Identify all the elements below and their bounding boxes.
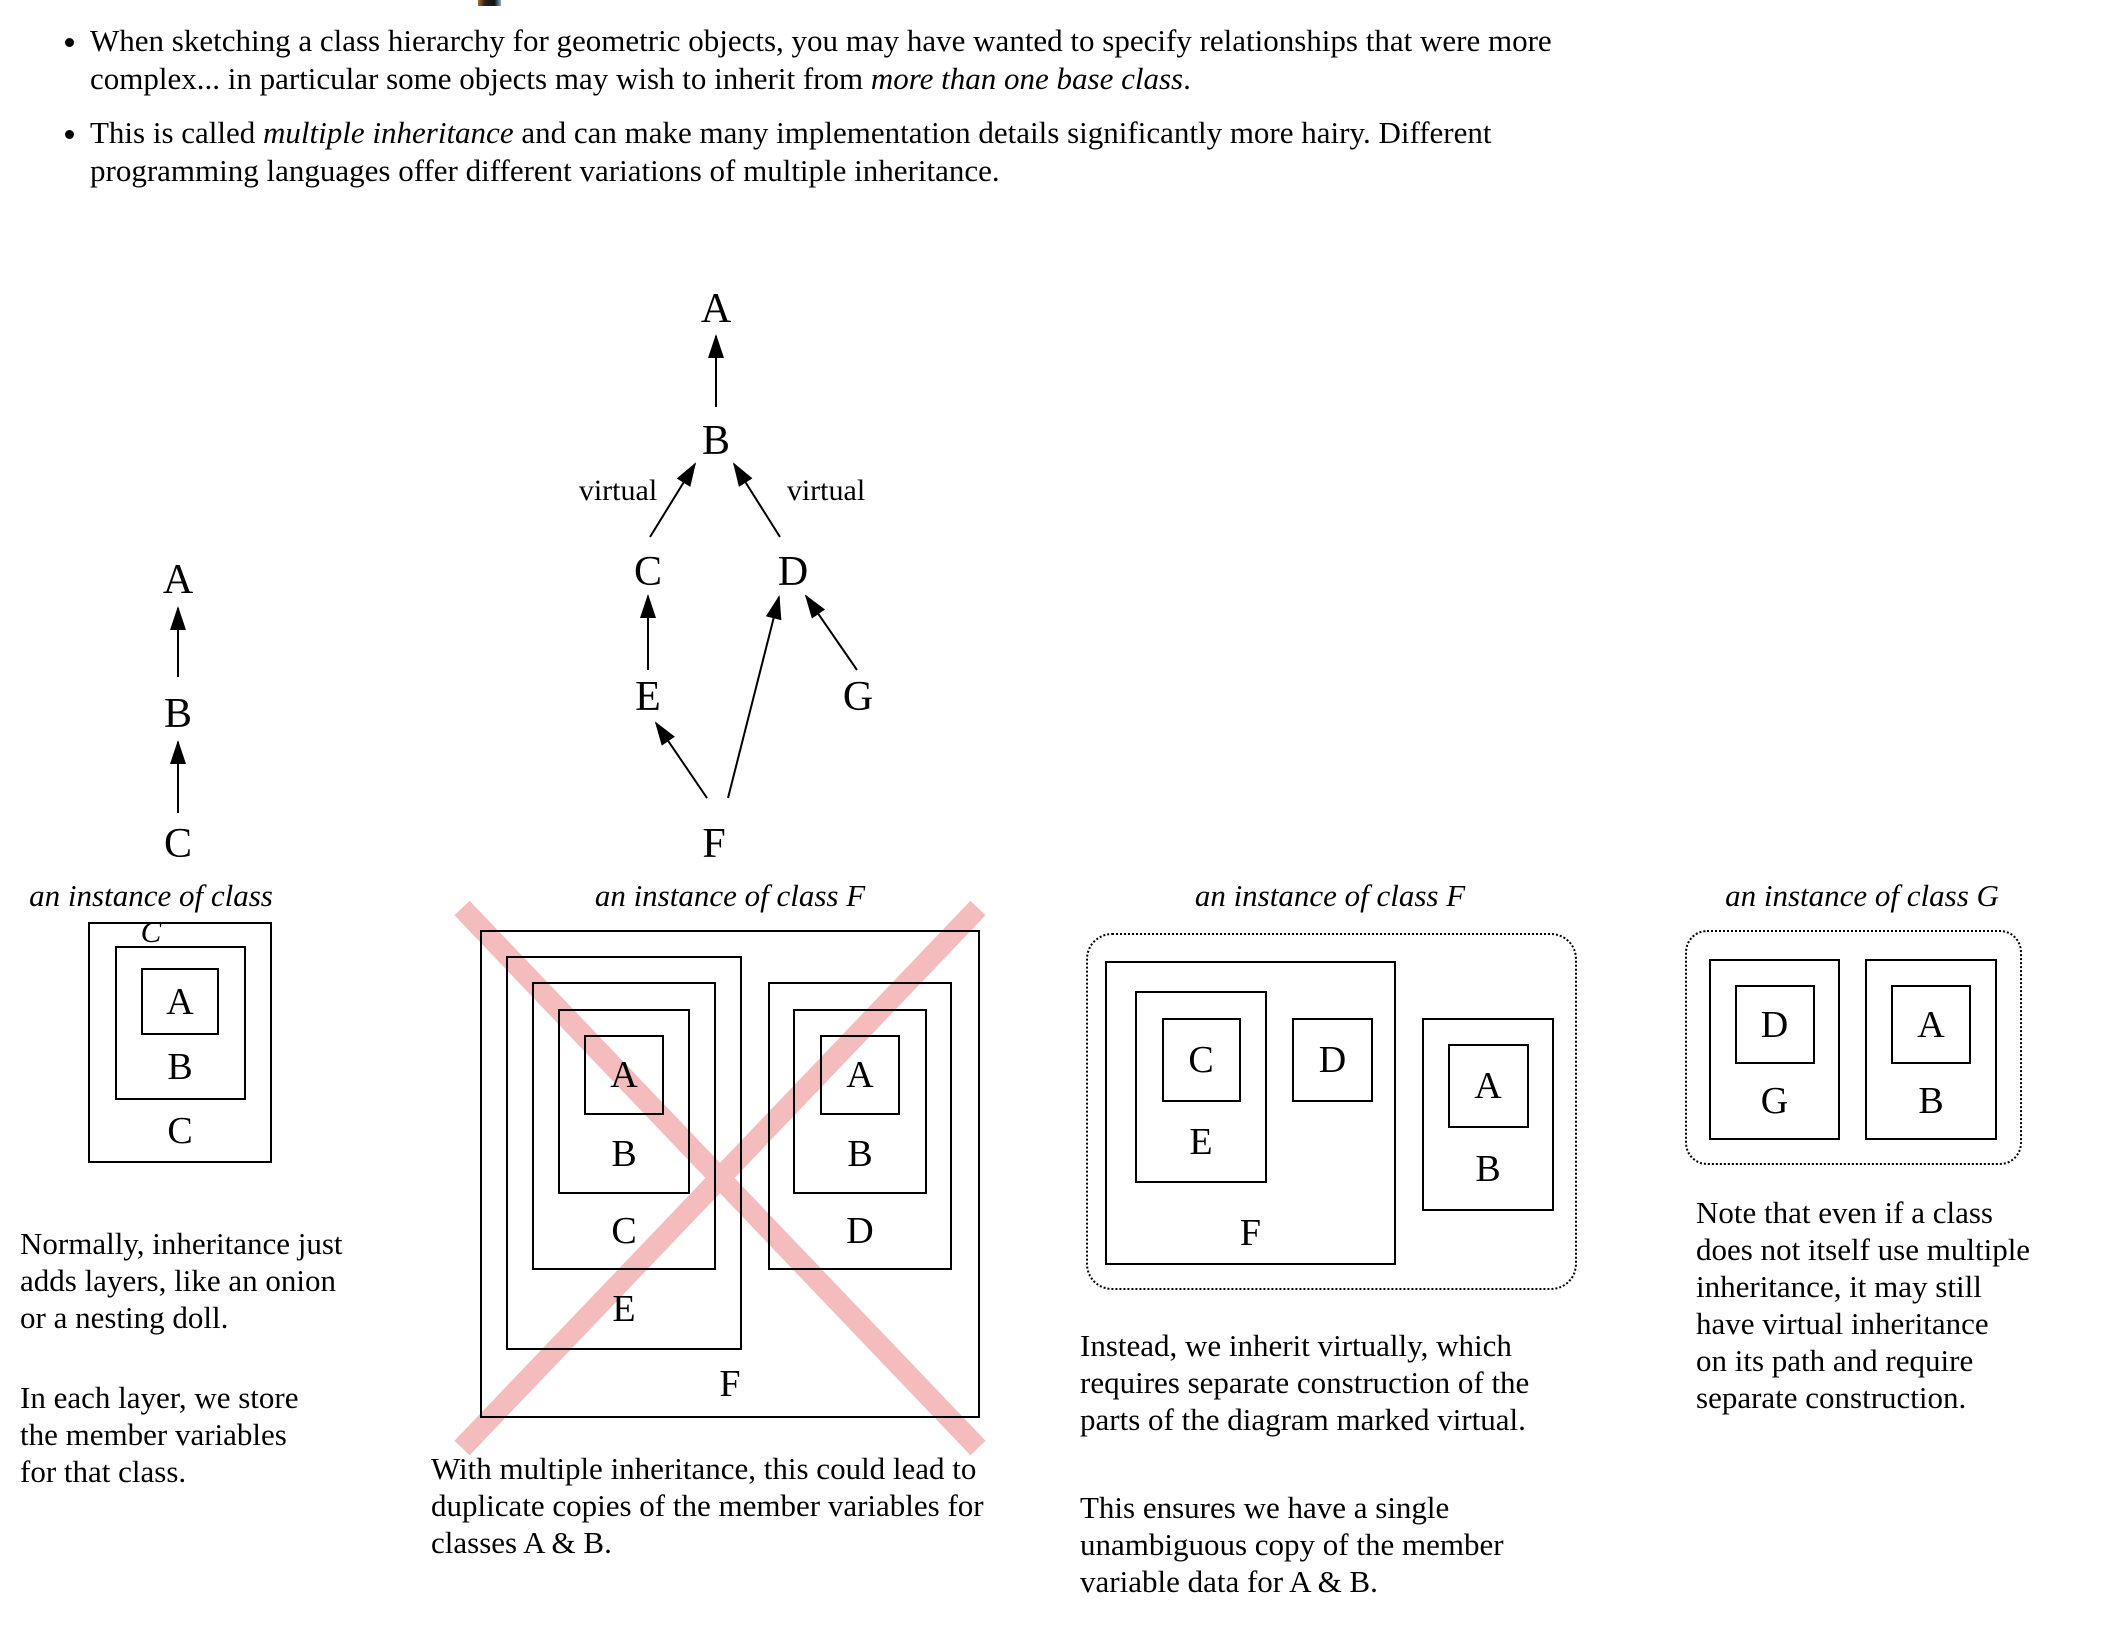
node-c: C — [633, 549, 663, 595]
node-g: G — [842, 674, 874, 720]
box-b — [1865, 959, 1997, 1140]
box-d-right — [768, 982, 952, 1270]
box-e — [1135, 991, 1267, 1183]
node-a: A — [700, 286, 732, 332]
bullet-2-text-end: and can make many implementation details significantly more hairy. Different programming languages offer different variations of multiple inheritance. — [90, 115, 1492, 188]
label-f: F — [1239, 1212, 1262, 1254]
label-a-right: A — [846, 1054, 874, 1096]
node-c: C — [163, 821, 193, 867]
label-a: A — [1917, 1003, 1945, 1046]
arrow-f-to-e — [656, 723, 707, 798]
instance-f-crossed-title: an instance of class F — [594, 878, 866, 913]
instance-c-title: an instance of class C — [29, 878, 273, 949]
label-c-left: C — [611, 1210, 637, 1252]
arrow-d-to-b — [734, 464, 780, 537]
arrow-g-to-d — [806, 596, 857, 670]
instance-f-crossed-diagram — [460, 878, 1000, 1468]
bullet-1-emphasis: more than one base class — [870, 61, 1184, 96]
instance-f-virtual-note — [1080, 1290, 1660, 1637]
virtual-label-left: virtual — [578, 474, 658, 507]
node-b: B — [701, 418, 731, 464]
box-a — [141, 968, 219, 1035]
instance-c-diagram — [20, 878, 282, 1178]
label-d-right: D — [846, 1210, 874, 1252]
label-f-outer: F — [719, 1363, 741, 1405]
label-a-left: A — [610, 1054, 638, 1096]
box-c-left — [532, 982, 716, 1270]
note-virtual-inherit: Instead, we inherit virtually, which requires separate construction of the parts of the diagram marked virtual. — [1080, 1328, 1530, 1437]
instance-f-crossed-note: With multiple inheritance, this could lead to duplicate copies of the member variables for classes A & B. — [431, 1451, 984, 1560]
virtual-label-right: virtual — [786, 474, 866, 507]
instance-c-note — [20, 1188, 420, 1527]
arrow-f-to-d — [728, 597, 779, 798]
bullet-2-emphasis: multiple inheritance — [263, 115, 514, 150]
virtual-construction-outline-g — [1685, 930, 2022, 1165]
box-c — [88, 922, 272, 1163]
label-b: B — [1475, 1147, 1501, 1190]
node-a: A — [162, 557, 194, 603]
label-d: D — [1318, 1039, 1347, 1081]
instance-f-virtual-title: an instance of class F — [1194, 878, 1466, 913]
box-a — [1448, 1044, 1529, 1128]
note-onion: Normally, inheritance just adds layers, like an onion or a nesting doll. — [20, 1226, 343, 1335]
node-e: E — [635, 674, 661, 720]
box-a — [1891, 985, 1971, 1064]
note-single-copy: This ensures we have a single unambiguous copy of the member variable data for A & B. — [1080, 1490, 1504, 1599]
box-a-left — [584, 1035, 664, 1115]
label-e: E — [1189, 1120, 1213, 1163]
multiple-inheritance-hierarchy — [550, 280, 910, 880]
label-e-left: E — [612, 1288, 636, 1330]
cropped-title-fragment — [478, 0, 501, 6]
label-d: D — [1760, 1003, 1789, 1046]
box-f — [1105, 961, 1396, 1265]
label-b-left: B — [611, 1132, 637, 1175]
bullet-list — [56, 22, 1570, 206]
box-b — [1422, 1018, 1554, 1211]
node-d: D — [777, 549, 809, 595]
virtual-construction-outline — [1086, 933, 1577, 1290]
single-inheritance-hierarchy — [98, 550, 258, 870]
instance-f-virtual-diagram — [1080, 878, 1580, 1298]
label-b: B — [167, 1045, 193, 1088]
box-g — [1709, 959, 1840, 1140]
box-f-outer — [480, 930, 980, 1418]
bullet-item-1 — [90, 22, 1570, 98]
box-b — [115, 946, 246, 1100]
label-c: C — [167, 1109, 193, 1152]
box-b-left — [558, 1009, 690, 1194]
bullet-item-2 — [90, 114, 1570, 190]
label-b-right: B — [847, 1132, 873, 1175]
note-layers: In each layer, we store the member variables for that class. — [20, 1380, 299, 1489]
node-f: F — [702, 821, 726, 867]
label-a: A — [166, 980, 194, 1023]
label-g: G — [1760, 1080, 1789, 1122]
label-b: B — [1918, 1080, 1944, 1122]
box-d — [1735, 985, 1815, 1064]
bullet-2-text: This is called — [90, 115, 264, 150]
box-c — [1162, 1018, 1241, 1102]
node-b: B — [163, 691, 193, 737]
box-d — [1292, 1018, 1373, 1102]
bullet-1-text: When sketching a class hierarchy for geometric objects, you may have wanted to specify relationships that were more complex... in particular some objects may wish to inherit from — [90, 23, 1552, 96]
label-c: C — [1188, 1039, 1214, 1081]
box-e-left — [506, 956, 742, 1350]
instance-g-title: an instance of class G — [1725, 878, 1999, 913]
label-a: A — [1474, 1065, 1502, 1107]
bullet-1-text-end: . — [1183, 61, 1191, 96]
box-b-right — [793, 1009, 927, 1194]
box-a-right — [820, 1035, 900, 1115]
instance-g-diagram — [1660, 878, 2064, 1178]
instance-g-note: Note that even if a class does not itself use multiple inheritance, it may still have virtual inheritance on its path and require separate construction. — [1696, 1195, 2031, 1415]
